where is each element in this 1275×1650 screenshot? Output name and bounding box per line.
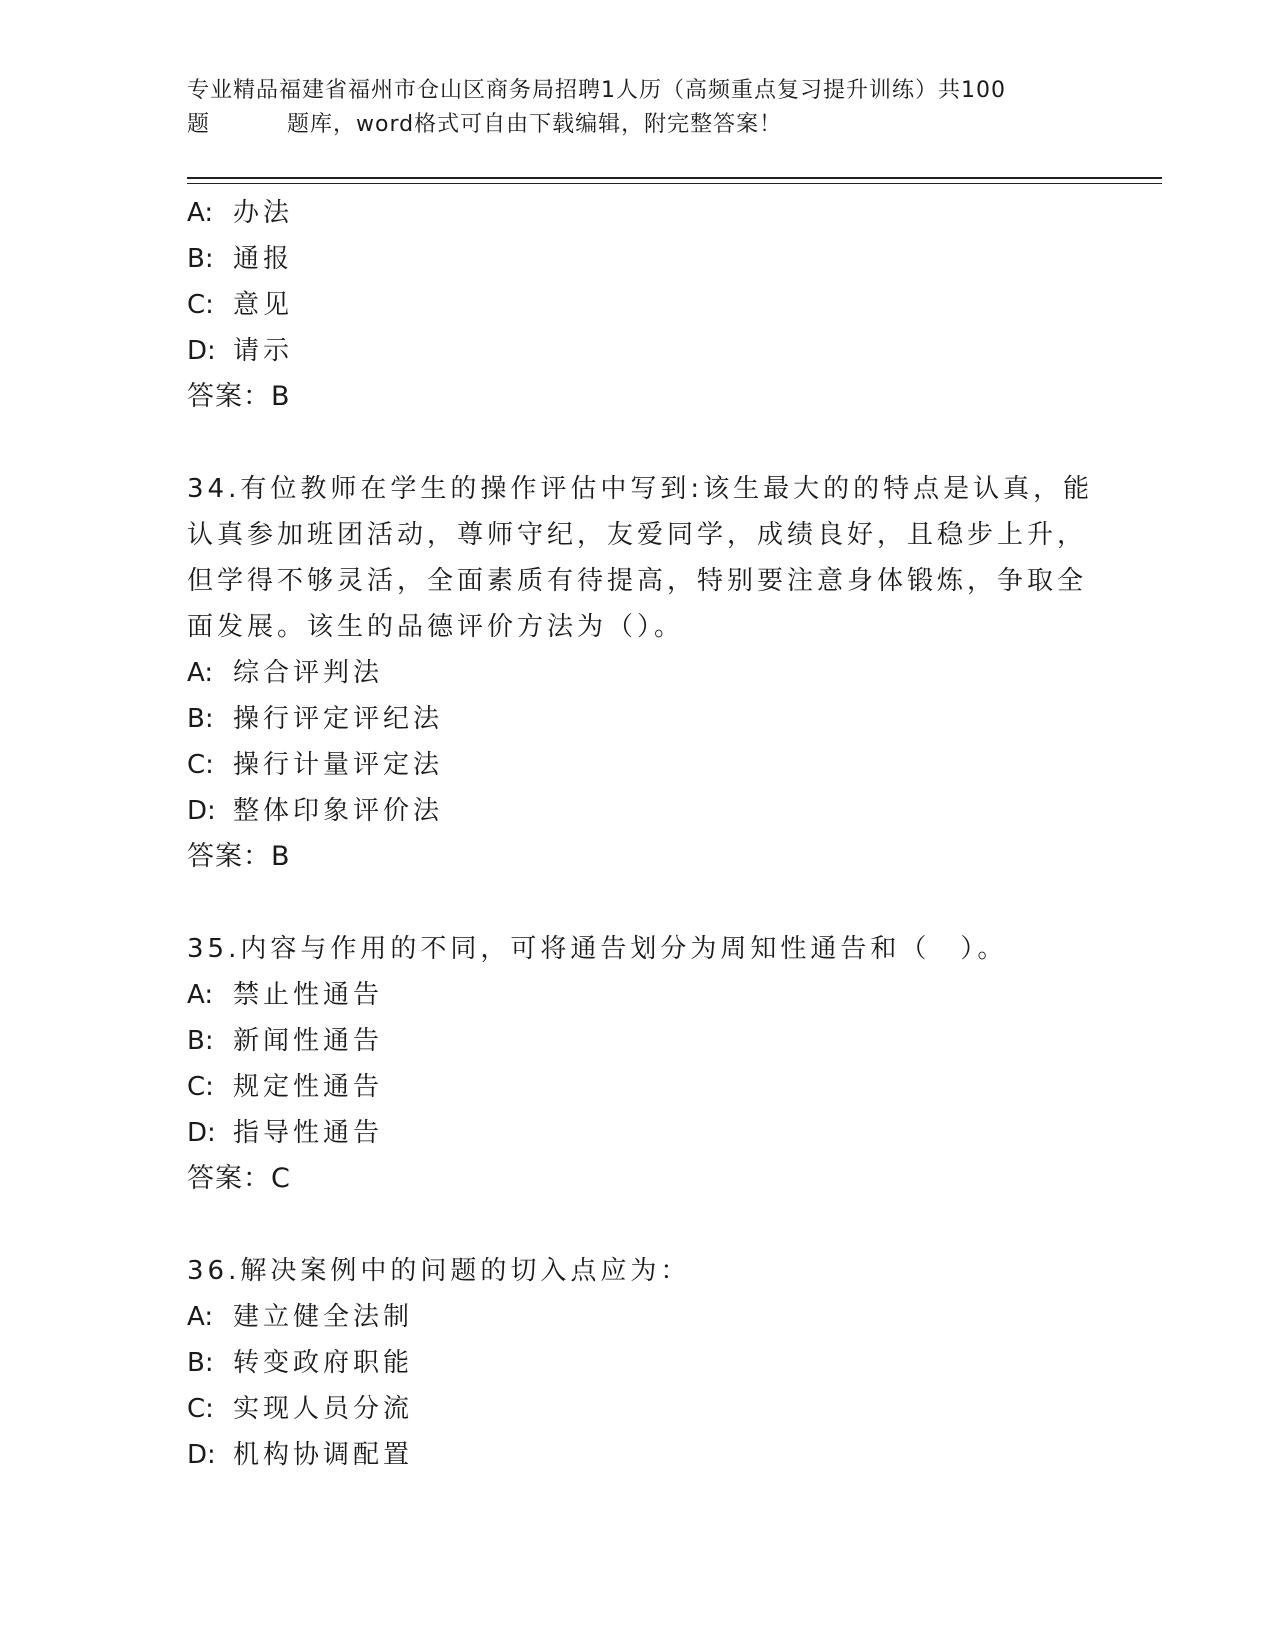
- answer-line: 答案：C: [187, 1163, 291, 1194]
- option-b: B: 通报: [187, 244, 294, 274]
- option-b: B: 操行评定评纪法: [187, 704, 444, 734]
- answer-line: 答案：B: [187, 381, 291, 412]
- question-33: [187, 190, 1087, 420]
- option-c: C: 意见: [187, 290, 294, 320]
- option-a: A: 建立健全法制: [187, 1302, 414, 1332]
- option-d: D: 机构协调配置: [187, 1440, 414, 1470]
- option-a: A: 综合评判法: [187, 658, 384, 688]
- option-d: D: 整体印象评价法: [187, 796, 444, 826]
- option-d: D: 请示: [187, 336, 294, 366]
- question-34: [187, 466, 1094, 880]
- option-c: C: 规定性通告: [187, 1072, 384, 1102]
- question-stem: 35.内容与作用的不同，可将通告划分为周知性通告和（ ）。: [187, 934, 1008, 964]
- option-d: D: 指导性通告: [187, 1118, 384, 1148]
- option-a: A: 禁止性通告: [187, 980, 384, 1010]
- header-title-fragment: 题: [187, 112, 211, 137]
- document-body: [187, 190, 1094, 1478]
- option-c: C: 操行计量评定法: [187, 750, 444, 780]
- document-header: [187, 74, 1087, 142]
- question-35: [187, 926, 1087, 1202]
- option-b: B: 转变政府职能: [187, 1348, 414, 1378]
- question-36: [187, 1248, 1087, 1478]
- question-stem: 36.解决案例中的问题的切入点应为：: [187, 1256, 691, 1286]
- header-rule-thick: [187, 177, 1162, 179]
- header-rule-thin: [187, 183, 1162, 184]
- header-title-line2: [187, 108, 1087, 142]
- option-b: B: 新闻性通告: [187, 1026, 384, 1056]
- header-title-line1: 专业精品福建省福州市仓山区商务局招聘1人历（高频重点复习提升训练）共100: [187, 78, 1006, 103]
- question-stem: 34.有位教师在学生的操作评估中写到:该生最大的的特点是认真，能 认真参加班团活动，尊师守纪，友爱同学，成绩良好，且稳步上升， 但学得不够灵活，全面素质有待提高，特别要注意身体锻炼，争取全 面发展。该生的品德评价方法为（）。: [187, 474, 1094, 642]
- option-a: A: 办法: [187, 198, 294, 228]
- header-title-continuation: 题库，word格式可自由下载编辑，附完整答案！: [287, 112, 783, 137]
- answer-line: 答案：B: [187, 841, 291, 872]
- option-c: C: 实现人员分流: [187, 1394, 414, 1424]
